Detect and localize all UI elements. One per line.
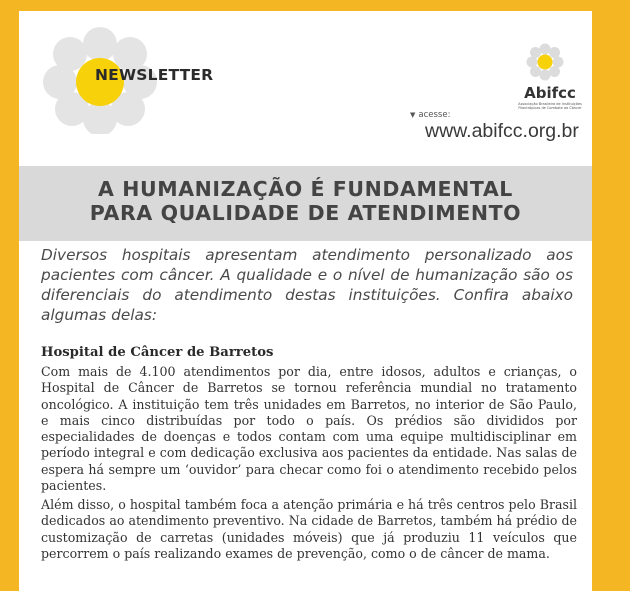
acesse-text: acesse: <box>418 110 451 120</box>
newsletter-label: NEWSLETTER <box>95 66 214 84</box>
acesse-label <box>410 110 450 120</box>
headline-band <box>19 166 592 241</box>
brand-name: Abifcc <box>524 84 576 102</box>
paragraph-1: Com mais de 4.100 atendimentos por dia, entre idosos, adultos e crianças, o Hospital de Câncer de Barretos se tornou referência mundial no tratamento oncológico. A instituição tem três unidades em Barretos, no interior de São Paulo, e mais cinco distribuídas por todo o país. Os prédios são divididos por especialidades de doenças e todos contam com uma equipe multidisciplinar em período integral e com dedicação exclusiva aos pacientes da entidade. Nas salas de espera há sempre um ‘ouvidor’ para checar como foi o atendimento recebido pelos pacientes. <box>41 364 577 494</box>
website-link[interactable]: www.abifcc.org.br <box>425 120 579 142</box>
section-title: Hospital de Câncer de Barretos <box>41 345 274 360</box>
headline-line-2: PARA QUALIDADE DE ATENDIMENTO <box>89 201 522 225</box>
headline <box>19 177 592 225</box>
brand-subtitle: Associação Brasileira de Instituições Filantrópicas de Combate ao Câncer <box>518 102 582 110</box>
newsletter-page <box>19 11 592 591</box>
paragraph-2: Além disso, o hospital também foca a atenção primária e há três centros pelo Brasil dedicados ao atendimento preventivo. Na cidade de Barretos, também há prédio de customização de carretas (unidades móveis) que já produziu 11 veículos que percorrem o país realizando exames de prevenção, como o de câncer de mama. <box>41 497 577 561</box>
intro-text: Diversos hospitais apresentam atendimento personalizado aos pacientes com câncer. A qualidade e o nível de humanização são os diferenciais do atendimento destas instituições. Confira abaixo algumas delas: <box>41 246 573 324</box>
abifcc-logo-icon <box>525 42 565 82</box>
arrow-icon: ▼ <box>410 111 416 119</box>
headline-line-1: A HUMANIZAÇÃO É FUNDAMENTAL <box>98 177 513 201</box>
